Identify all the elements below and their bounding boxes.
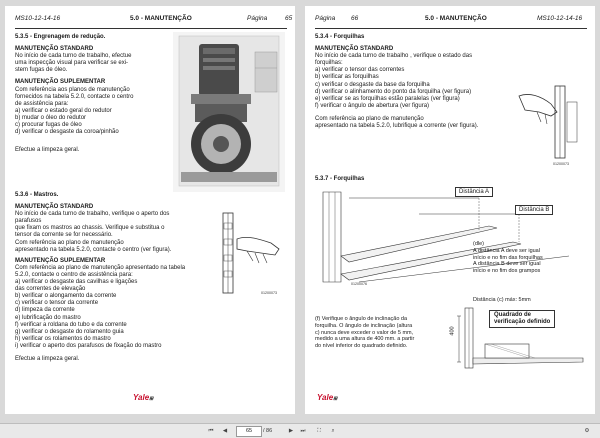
text-line: No início de cada turno de trabalho, verifique o aperto dos bbox=[15, 211, 170, 218]
text-line: (f) Verifique o ângulo de inclinação da bbox=[315, 316, 408, 322]
inclination-note bbox=[315, 316, 414, 350]
text-line: do nível inferior do quadrado definido. bbox=[315, 343, 408, 350]
std-heading: MANUTENÇÃO STANDARD bbox=[315, 46, 394, 53]
clean-note: Efectue a limpeza geral. bbox=[15, 355, 80, 362]
text-line: No início de cada turno de trabalho , verifique o estado das bbox=[315, 53, 473, 60]
text-line: a) verificar o estado geral do redutor bbox=[15, 107, 112, 114]
header-rule bbox=[15, 28, 287, 29]
definition-square-label: Quadrado de verificação definido bbox=[489, 310, 555, 328]
text-line: início e no fim das forquilhas bbox=[473, 254, 543, 261]
reduction-gear-image bbox=[173, 32, 285, 192]
text-line: d) limpeza da corrente bbox=[15, 307, 75, 314]
text-line: a) verificar o tensor das correntes bbox=[315, 67, 405, 74]
text-line: Com referência ao plano de manutenção bbox=[15, 239, 124, 246]
text-line: d) verificar o alinhamento do ponto da forquilha (ver figura) bbox=[315, 88, 472, 95]
text-line: parafusos bbox=[15, 218, 42, 225]
page-number: 65 bbox=[285, 15, 293, 22]
next-page-button[interactable]: ▶ bbox=[288, 428, 294, 434]
text-line: Com referência ao plano de manutenção bbox=[315, 115, 424, 122]
distance-note bbox=[473, 248, 543, 274]
settings-icon[interactable]: ⚙ bbox=[584, 428, 590, 434]
text-line: b) verificar o alongamento da corrente bbox=[15, 293, 117, 300]
page-number-input[interactable]: 65 bbox=[236, 426, 262, 437]
clean-note: Efectue a limpeza geral. bbox=[15, 147, 80, 154]
page-label: Página bbox=[315, 15, 336, 22]
search-icon[interactable]: ⌕ bbox=[331, 428, 335, 434]
page-number: 66 bbox=[351, 15, 359, 22]
pdf-viewer-toolbar bbox=[0, 423, 600, 438]
text-line: c) procurar fugas de óleo bbox=[15, 122, 82, 129]
text-line: Com referência aos planos de manutenção bbox=[15, 86, 130, 93]
header-rule bbox=[315, 28, 587, 29]
std-heading: MANUTENÇÃO STANDARD bbox=[15, 204, 94, 211]
doc-code: MS10-12-14-16 bbox=[537, 15, 583, 22]
page-total: / 86 bbox=[263, 428, 273, 434]
section-title-535: 5.3.5 - Engrenagem de redução. bbox=[15, 34, 106, 40]
sup-heading: MANUTENÇÃO SUPLEMENTAR bbox=[15, 79, 106, 86]
text-line: apresentado na tabela 5.2.0, contacte o centro (ver figura). bbox=[15, 246, 172, 253]
text-line: e) lubrificação do mastro bbox=[15, 314, 81, 321]
figure-code: 01200073 bbox=[553, 162, 569, 166]
distance-a-label: Distância A bbox=[455, 187, 493, 197]
section-536 bbox=[15, 192, 185, 363]
text-line: c) verificar o tensor da corrente bbox=[15, 300, 99, 307]
dimension-400: 400 bbox=[449, 326, 456, 336]
text-line: Com referência ao plano de manutenção apresentado na tabela bbox=[15, 264, 186, 271]
text-line: c) nunca deve exceder o valor de 5 mm, bbox=[315, 329, 414, 336]
sup-heading: MANUTENÇÃO SUPLEMENTAR bbox=[15, 257, 106, 264]
section-534 bbox=[315, 34, 478, 130]
text-line: b) verificar as forquilhas bbox=[315, 74, 379, 81]
section-title: 5.0 - MANUTENÇÃO bbox=[425, 15, 487, 22]
doc-code: MS10-12-14-16 bbox=[15, 15, 61, 22]
right-page bbox=[305, 6, 595, 414]
section-title: 5.0 - MANUTENÇÃO bbox=[130, 15, 192, 22]
text-line: a) verificar o desgaste das cavilhas e ligações bbox=[15, 279, 138, 286]
yale-logo: Yale⊞ bbox=[317, 393, 338, 402]
section-title-536: 5.3.6 - Mastros. bbox=[15, 192, 59, 198]
left-page bbox=[5, 6, 295, 414]
fit-page-icon[interactable]: ⛶ bbox=[317, 428, 321, 434]
fork-chain-image bbox=[515, 82, 585, 164]
text-line: forquilhas: bbox=[315, 60, 343, 67]
page-header bbox=[315, 15, 587, 27]
text-line: de assistência para: bbox=[15, 100, 69, 107]
prev-page-button[interactable]: ◀ bbox=[222, 428, 228, 434]
text-line: stem fugas de óleo. bbox=[15, 67, 68, 74]
distance-b-label: Distância B bbox=[515, 205, 553, 215]
text-line: uma inspecção visual para verificar se exi- bbox=[15, 60, 129, 67]
text-line: b) mudar o óleo do redutor bbox=[15, 114, 87, 121]
page-header bbox=[15, 15, 293, 27]
figure-code: 01200073 bbox=[261, 291, 277, 295]
yale-logo: Yale⊞ bbox=[133, 393, 154, 402]
text-line: f) verificar a roldana do tubo e da corrente bbox=[15, 321, 127, 328]
figure-code: 01200076 bbox=[351, 282, 367, 286]
distance-c-label: Distância (c) máx: 5mm bbox=[473, 297, 531, 303]
text-line: No início de cada turno de trabalho, efectue bbox=[15, 53, 132, 60]
text-line: apresentado na tabela 5.2.0, lubrifique a corrente (ver figura). bbox=[315, 123, 479, 130]
text-line: que fixam os mastros ao chassis. Verifique e substitua o bbox=[15, 225, 165, 232]
section-title-534: 5.3.4 - Forquilhas bbox=[315, 34, 365, 40]
section-537 bbox=[315, 176, 364, 183]
first-page-button[interactable]: ⏮ bbox=[208, 428, 214, 434]
last-page-button[interactable]: ⏭ bbox=[300, 428, 306, 434]
text-line: das correntes de elevação bbox=[15, 286, 86, 293]
text-line: d) verificar o desgaste da coroa/pinhão bbox=[15, 129, 119, 136]
text-line: A distância B deve ser igual bbox=[473, 261, 541, 268]
section-title-537: 5.3.7 - Forquilhas bbox=[315, 176, 365, 182]
std-heading: MANUTENÇÃO STANDARD bbox=[15, 46, 94, 53]
text-line: e) verificar se as forquilhas estão paralelas (ver figura) bbox=[315, 95, 460, 102]
text-line: início e no fim dos grampos bbox=[473, 267, 541, 274]
text-line: c) verificar o desgaste da base da forquilha bbox=[315, 81, 430, 88]
text-line: medido a uma altura de 400 mm. a partir bbox=[315, 336, 415, 343]
text-line: f) verificar o ângulo de abertura (ver figura) bbox=[315, 102, 430, 109]
text-line: fornecidos na tabela 5.2.0, contacte o centro bbox=[15, 93, 134, 100]
inclination-diagram bbox=[455, 306, 587, 372]
text-line: 5.2.0, contacte o centro de assistência para: bbox=[15, 271, 133, 278]
dle-label: (dle) bbox=[473, 241, 485, 247]
section-535 bbox=[15, 34, 133, 154]
mast-inspection-image bbox=[217, 209, 285, 299]
text-line: i) verificar o aperto dos parafusos de fixação do mastro bbox=[15, 342, 162, 349]
text-line: tensor da corrente se for necessário. bbox=[15, 232, 113, 239]
text-line: forquilha. O ângulo de inclinação (altura bbox=[315, 322, 413, 329]
text-line: g) verificar o desgaste do rolamento guia bbox=[15, 328, 124, 335]
text-line: h) verificar os rolamentos do mastro bbox=[15, 335, 111, 342]
text-line: A distância A deve ser igual bbox=[473, 248, 540, 254]
page-label: Página bbox=[247, 15, 268, 22]
